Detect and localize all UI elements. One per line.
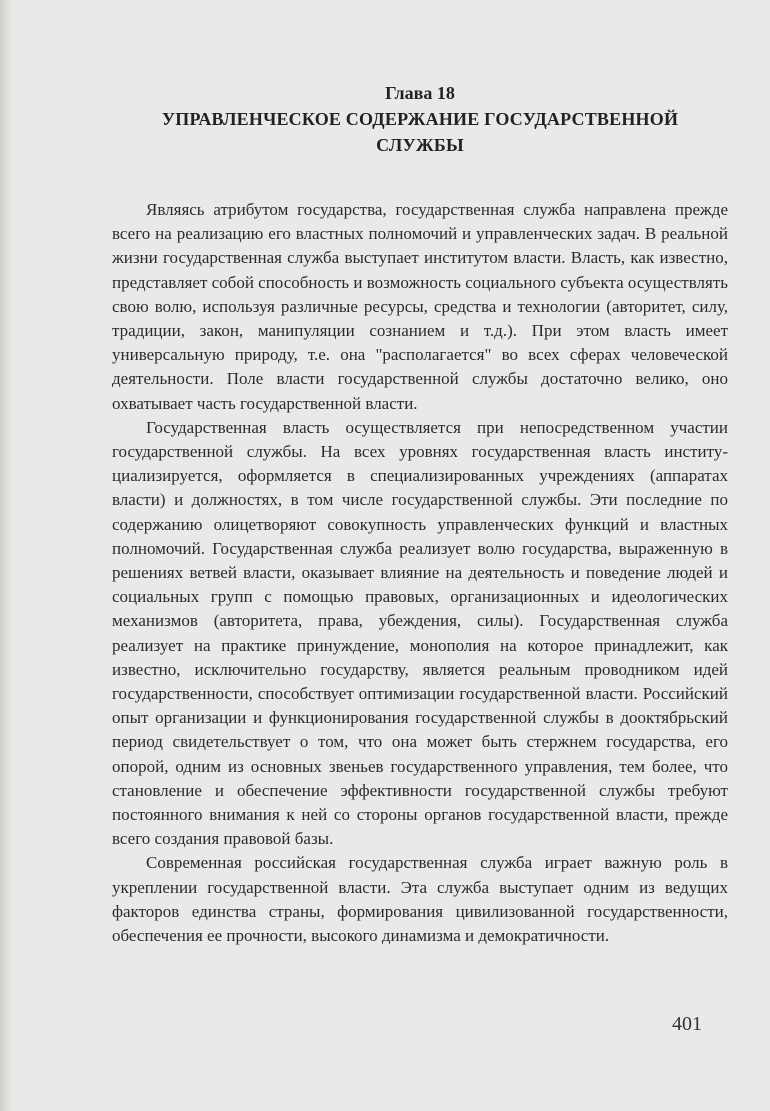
paragraph: Современная российская государственная служба играет важную роль в укреплении государственной власти. Эта служба выступает одним из ведущих факторов единства страны, формирования цивилизованной государственности, обеспечения ее прочности, высокого динамизма и демократичности. <box>112 853 728 946</box>
chapter-title: УПРАВЛЕНЧЕСКОЕ СОДЕРЖАНИЕ ГОСУДАРСТВЕННОЙ СЛУЖБЫ <box>161 109 679 155</box>
book-page <box>112 80 728 1040</box>
page-number: 401 <box>672 1013 702 1035</box>
chapter-number: Глава 18 <box>385 83 455 103</box>
scan-edge <box>0 0 12 1111</box>
paragraph: Являясь атрибутом государства, государственная служба направлена прежде всего на реализацию его властных полномочий и управленческих задач. В реальной жизни государственная служба выступает институтом власти. Власть, как известно, представляет собой способность и возможность социального субъекта осуществлять свою волю, используя различные ресурсы, средства и технологии (авторитет, силу, традиции, закон, манипуляции сознанием и т.д.). При этом власть имеет универсальную природу, т.е. она "располагается" во всех сферах человеческой деятельности. Поле власти государственной службы достаточно велико, оно охватывает часть государственной власти. <box>112 200 729 413</box>
paragraph: Государственная власть осуществляется при непосредственном участии государственной службы. На всех уровнях государственная власть институциализируется, оформляется в специализированных учреждениях (аппаратах власти) и должностях, в том числе государственной службы. Эти последние по содержанию олицетворяют совокупность управленческих функций и властных полномочий. Государственная служба реализует волю государства, выраженную в решениях ветвей власти, оказывает влияние на деятельность и поведение людей и социальных групп с помощью правовых, организационных и идеологических механизмов (авторитета, права, убеждения, силы). Государственная служба реализует на практике принуждение, монополия на которое принадлежит, как известно, исключительно государству, является реальным проводником идей государственности, способствует оптимизации государственной власти. Российский опыт организации и функционирования государственной службы в дооктябрьский период свидетельствует о том, что она может быть стержнем государства, его опорой, одним из основных звеньев государственного управления, тем более, что становление и обеспечение эффективности государственной службы требуют постоянного внимания к ней со стороны органов государственной власти, прежде всего создания правовой базы. <box>112 417 728 849</box>
chapter-body <box>112 198 728 948</box>
chapter-heading <box>112 80 728 158</box>
